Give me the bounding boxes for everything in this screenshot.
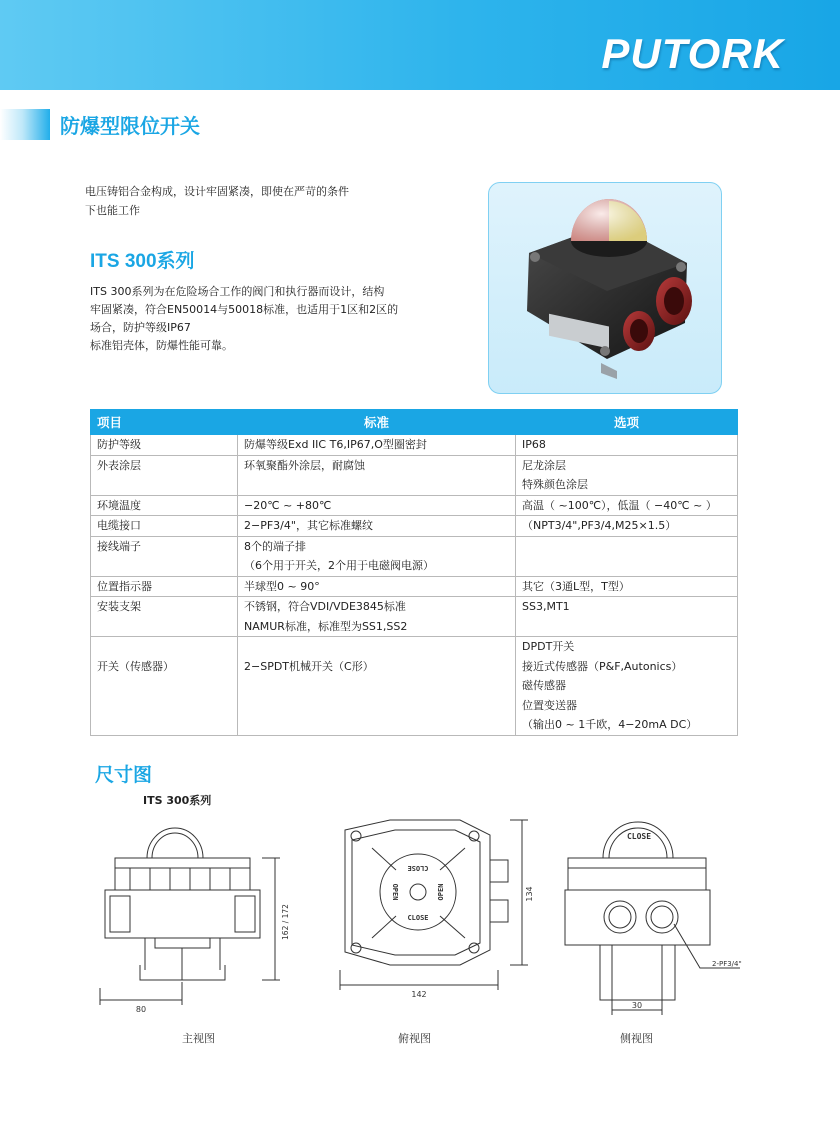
cell-standard	[238, 455, 516, 495]
cell-item	[91, 516, 238, 537]
cell-item-line	[97, 696, 231, 716]
side-close-label: CLOSE	[626, 832, 652, 841]
cell-option	[516, 516, 738, 537]
dimension-subtitle: ITS 300系列	[143, 794, 212, 807]
dimension-title: 尺寸图	[95, 764, 153, 786]
cell-standard	[238, 597, 516, 637]
cell-standard-line: （6个用于开关，2个用于电磁阀电源）	[244, 559, 434, 572]
cell-option-line	[522, 537, 731, 557]
cell-option-line: 尼龙涂层	[522, 458, 566, 472]
table-row	[91, 597, 738, 637]
cell-standard	[238, 536, 516, 576]
cell-option	[516, 597, 738, 637]
table-row	[91, 637, 738, 736]
cell-option-line: 其它（3通L型，T型）	[522, 579, 630, 593]
cell-option-line	[522, 617, 731, 637]
side-width-label: 30	[631, 1001, 643, 1010]
cell-standard-line	[244, 475, 509, 495]
cell-item-line: 接线端子	[97, 539, 141, 553]
cell-option	[516, 495, 738, 516]
brand-logo: PUTORK	[601, 30, 784, 77]
cell-standard-line	[244, 637, 509, 657]
cell-standard	[238, 435, 516, 456]
cell-item-line	[97, 617, 231, 637]
cell-standard-line: 半球型0 ~ 90°	[244, 579, 320, 593]
cell-item-line: 电缆接口	[97, 519, 141, 532]
cell-option-line: 位置变送器	[522, 698, 577, 712]
cell-item-line: 外表涂层	[97, 458, 141, 472]
cell-item-line	[97, 556, 231, 576]
cell-standard-line: 不锈钢，符合VDI/VDE3845标准	[244, 600, 406, 613]
cell-standard	[238, 637, 516, 736]
cell-standard	[238, 495, 516, 516]
series-description	[90, 283, 420, 355]
intro-line: 电压铸铝合金构成，设计牢固紧凑，即使在严苛的条件	[85, 185, 349, 198]
desc-line: 标准铝壳体，防爆性能可靠。	[90, 339, 233, 352]
top-open-label-right: OPEN	[437, 883, 445, 901]
header-standard: 标准	[238, 410, 516, 435]
front-width-label: 80	[135, 1005, 147, 1014]
cell-standard-line	[244, 676, 509, 696]
cell-standard	[238, 576, 516, 597]
cell-option-line: 高温（ ~100℃），低温（ −40℃ ~ ）	[522, 498, 717, 512]
cell-item-line: 位置指示器	[97, 579, 152, 593]
cell-item	[91, 536, 238, 576]
header-banner	[0, 0, 840, 90]
desc-line: 牢固紧凑，符合EN50014与50018标准，也适用于1区和2区的	[90, 303, 399, 316]
spec-table	[90, 409, 738, 736]
top-open-label-left: OPEN	[391, 883, 399, 901]
cell-item	[91, 455, 238, 495]
cell-item-line: 安装支架	[97, 600, 141, 613]
cell-option-line: DPDT开关	[522, 640, 575, 653]
table-row	[91, 516, 738, 537]
dimension-drawings	[0, 800, 840, 1020]
cell-option-line: （NPT3/4",PF3/4,M25×1.5）	[522, 519, 677, 532]
caption-front-view: 主视图	[182, 1032, 215, 1045]
top-height-label: 134	[525, 886, 534, 902]
cell-standard-line: 环氧聚酯外涂层，耐腐蚀	[244, 458, 365, 472]
caption-side-view: 侧视图	[620, 1032, 653, 1045]
table-row	[91, 576, 738, 597]
header-item: 项目	[91, 410, 238, 435]
table-row	[91, 455, 738, 495]
product-photo	[488, 182, 722, 394]
cell-standard-line	[244, 715, 509, 735]
cell-option-line	[522, 556, 731, 576]
cell-option	[516, 435, 738, 456]
cell-option-line: SS3,MT1	[522, 600, 570, 613]
cell-item-line	[97, 475, 231, 495]
top-view	[340, 820, 528, 990]
cell-option-line: （输出0 ~ 1千欧，4−20mA DC）	[522, 718, 698, 731]
side-view	[565, 822, 740, 1015]
cell-item-line: 开关（传感器）	[97, 659, 174, 673]
cell-item	[91, 435, 238, 456]
desc-line: 场合，防护等级IP67	[90, 321, 191, 334]
cell-option-line: IP68	[522, 438, 546, 451]
cell-option-line: 特殊颜色涂层	[522, 478, 588, 491]
cell-item	[91, 495, 238, 516]
top-close-label: CLOSE	[407, 864, 429, 872]
cell-standard-line	[244, 696, 509, 716]
cell-standard-line: 2−SPDT机械开关（C形）	[244, 659, 374, 673]
cell-item-line: 环境温度	[97, 498, 141, 512]
cell-standard-line: 8个的端子排	[244, 539, 306, 553]
section-marker	[0, 109, 50, 140]
desc-line: ITS 300系列为在危险场合工作的阀门和执行器而设计，结构	[90, 285, 385, 298]
front-view	[100, 828, 280, 1005]
cell-standard-line: 防爆等级Exd IIC T6,IP67,O型圈密封	[244, 438, 427, 451]
cell-option	[516, 637, 738, 736]
table-row	[91, 536, 738, 576]
intro-text	[85, 182, 375, 220]
top-width-label: 142	[411, 990, 427, 999]
front-height-label: 162 / 172	[281, 904, 290, 940]
section-title: 防爆型限位开关	[60, 114, 200, 138]
cell-standard-line: 2−PF3/4"，其它标准螺纹	[244, 519, 373, 532]
table-row	[91, 435, 738, 456]
cell-standard	[238, 516, 516, 537]
limit-switch-illustration	[489, 183, 721, 393]
cell-option	[516, 576, 738, 597]
cell-standard-line: −20℃ ~ +80℃	[244, 498, 332, 512]
series-title: ITS 300系列	[90, 251, 195, 272]
side-port-label: 2-PF3/4"	[712, 960, 742, 968]
caption-top-view: 俯视图	[398, 1032, 431, 1045]
table-row	[91, 495, 738, 516]
cell-item	[91, 637, 238, 736]
header-option: 选项	[516, 410, 738, 435]
cell-option	[516, 455, 738, 495]
top-close-label-lower: CLOSE	[407, 914, 429, 922]
cell-item	[91, 597, 238, 637]
cell-option-line: 磁传感器	[522, 679, 566, 692]
cell-item-line: 防护等级	[97, 438, 141, 451]
table-header-row	[91, 410, 738, 435]
cell-item-line	[97, 676, 231, 696]
cell-option-line: 接近式传感器（P&F,Autonics）	[522, 659, 683, 673]
cell-item	[91, 576, 238, 597]
intro-line: 下也能工作	[85, 204, 140, 217]
cell-item-line	[97, 637, 231, 657]
cell-option	[516, 536, 738, 576]
cell-item-line	[97, 715, 231, 735]
cell-standard-line: NAMUR标准，标准型为SS1,SS2	[244, 619, 408, 633]
